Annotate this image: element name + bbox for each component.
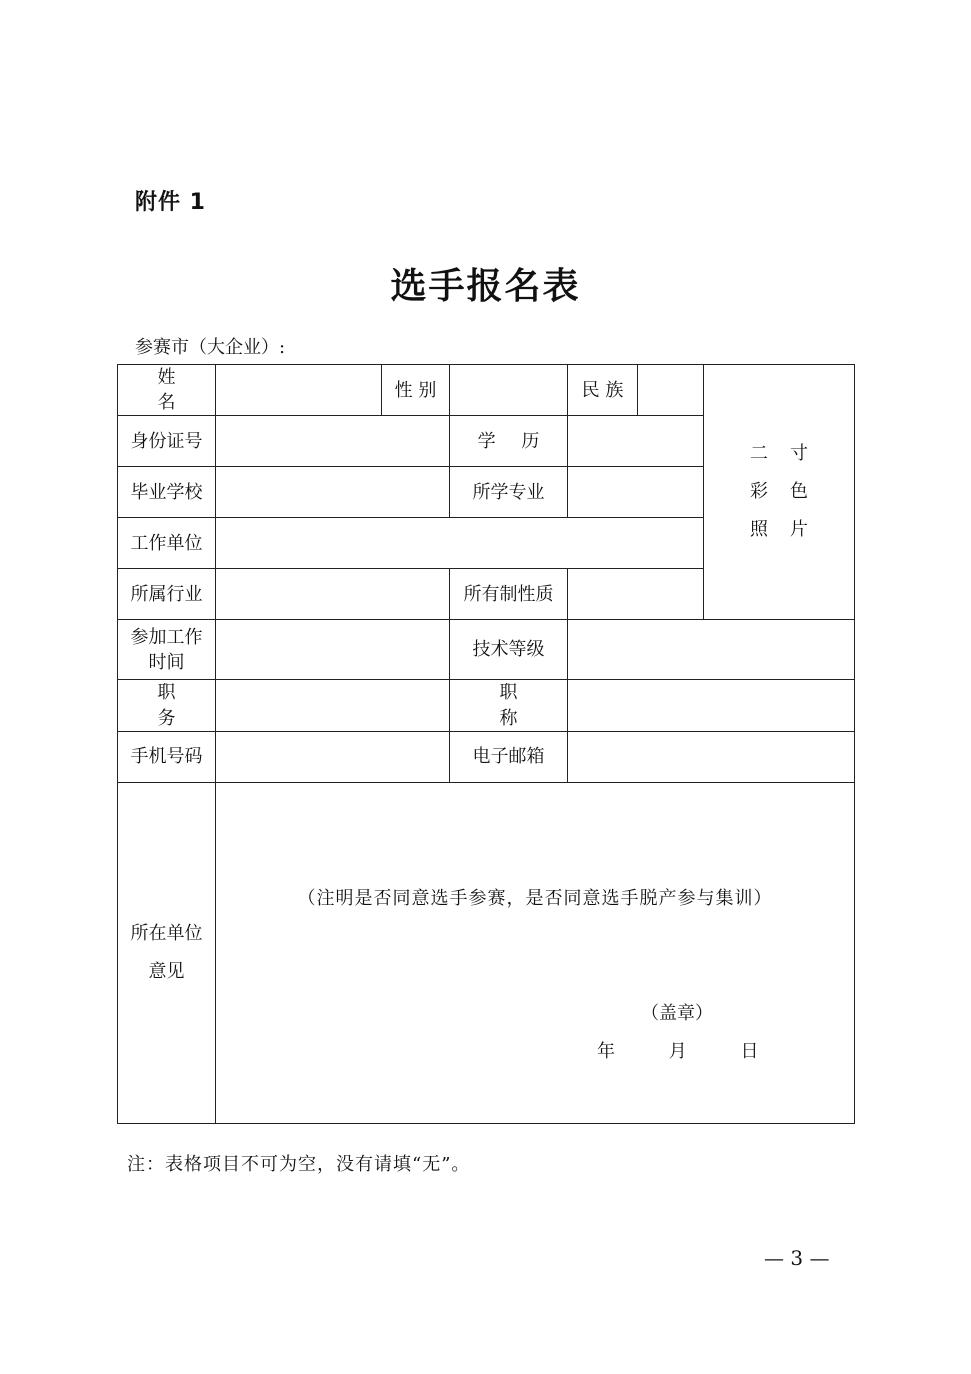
title-field[interactable] — [568, 680, 855, 731]
form-title: 选手报名表 — [390, 265, 581, 307]
registration-form-table — [117, 364, 855, 1124]
ownership-field[interactable] — [568, 569, 704, 620]
gender-label: 性 别 — [382, 365, 450, 416]
employer-field[interactable] — [216, 518, 704, 569]
region-label: 参赛市（大企业）: — [135, 337, 286, 358]
phone-label: 手机号码 — [118, 731, 216, 782]
education-label: 学 历 — [450, 416, 568, 467]
employer-label: 工作单位 — [118, 518, 216, 569]
page-number: — 3 — — [764, 1246, 830, 1270]
date-line — [597, 1039, 806, 1064]
school-field[interactable] — [216, 467, 450, 518]
email-label: 电子邮箱 — [450, 731, 568, 782]
date-month: 月 — [668, 1040, 687, 1062]
work-start-label: 参加工作 时间 — [118, 620, 216, 680]
footnote: 注：表格项目不可为空，没有请填“无”。 — [127, 1154, 471, 1175]
skill-level-field[interactable] — [568, 620, 855, 680]
seal-label: （盖章） — [641, 1002, 713, 1024]
work-start-field[interactable] — [216, 620, 450, 680]
phone-field[interactable] — [216, 731, 450, 782]
name-field[interactable] — [216, 365, 382, 416]
major-label: 所学专业 — [450, 467, 568, 518]
ownership-label: 所有制性质 — [450, 569, 568, 620]
ethnicity-label: 民 族 — [568, 365, 638, 416]
date-day: 日 — [740, 1040, 759, 1062]
school-label: 毕业学校 — [118, 467, 216, 518]
id-number-label: 身份证号 — [118, 416, 216, 467]
industry-label: 所属行业 — [118, 569, 216, 620]
industry-field[interactable] — [216, 569, 450, 620]
education-field[interactable] — [568, 416, 704, 467]
position-label: 职 务 — [118, 680, 216, 731]
opinion-note: （注明是否同意选手参赛，是否同意选手脱产参与集训） — [297, 887, 773, 909]
position-field[interactable] — [216, 680, 450, 731]
photo-cell[interactable] — [704, 365, 855, 620]
skill-level-label: 技术等级 — [450, 620, 568, 680]
opinion-label: 所在单位 意见 — [118, 782, 216, 1123]
id-number-field[interactable] — [216, 416, 450, 467]
date-year: 年 — [597, 1040, 615, 1062]
photo-placeholder: 二 寸 彩 色 照 片 — [750, 443, 808, 541]
attachment-label: 附件 1 — [135, 190, 206, 215]
major-field[interactable] — [568, 467, 704, 518]
title-label: 职 称 — [450, 680, 568, 731]
opinion-field[interactable] — [216, 782, 855, 1123]
email-field[interactable] — [568, 731, 855, 782]
gender-field[interactable] — [450, 365, 568, 416]
ethnicity-field[interactable] — [638, 365, 704, 416]
name-label: 姓 名 — [118, 365, 216, 416]
